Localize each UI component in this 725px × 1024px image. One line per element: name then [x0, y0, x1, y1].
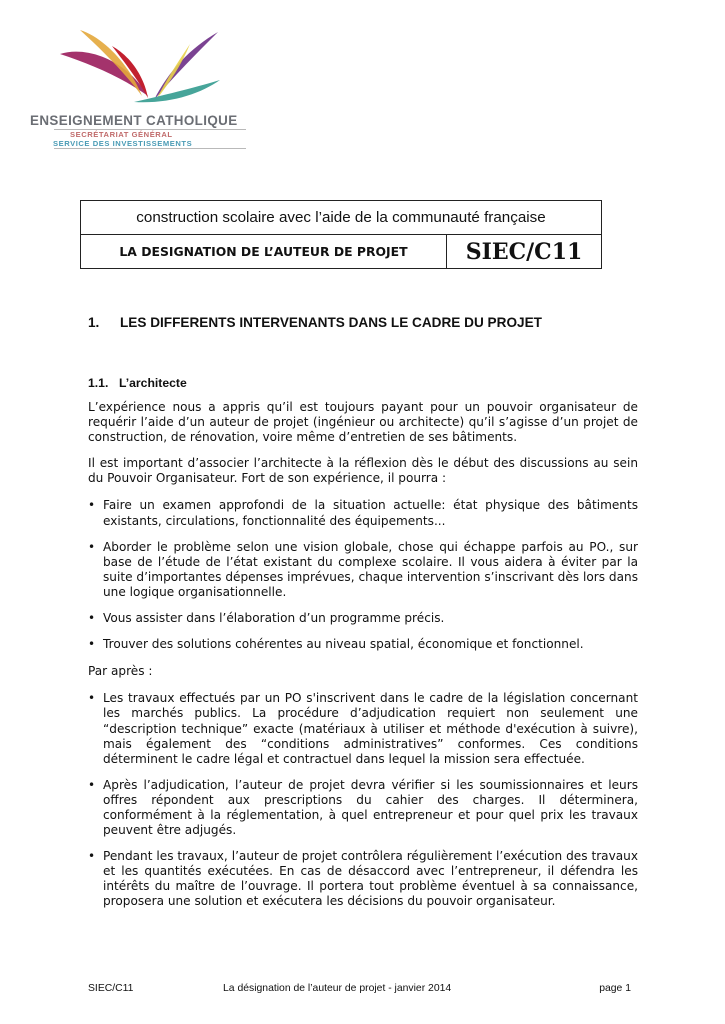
subsection-title: L’architecte	[119, 376, 187, 390]
bullet-icon: •	[88, 691, 96, 706]
bullet-icon: •	[88, 611, 96, 626]
organization-name: ENSEIGNEMENT CATHOLIQUE	[30, 113, 238, 128]
logo-divider-bottom	[54, 148, 246, 149]
project-phases-list	[88, 691, 638, 909]
document-title: LA DESIGNATION DE L’AUTEUR DE PROJET	[81, 234, 447, 269]
subsection-number: 1.1.	[88, 376, 109, 390]
list-item: • Faire un examen approfondi de la situation actuelle: état physique des bâtiments existants, circulations, fonctionnalité des équipements...	[88, 498, 638, 528]
brushstroke-emblem-icon	[50, 24, 230, 110]
document-code: SIEC/C11	[465, 238, 583, 265]
bullet-icon: •	[88, 637, 96, 652]
document-context: construction scolaire avec l’aide de la communauté française	[81, 201, 601, 235]
list-item: • Aborder le problème selon une vision globale, chose qui échappe parfois au PO., sur base de l’étude de l’état existant du complexe scolaire. Il vous aidera à éviter par la suite d’importantes dépenses imprévues, chaque intervention s’inscrivant dès lors dans une logique organisationnelle.	[88, 539, 638, 599]
organization-logo	[26, 24, 246, 154]
list-item: • Après l’adjudication, l’auteur de projet devra vérifier si les soumissionnaires et leurs offres répondent aux prescriptions du cahier des charges. Il déterminera, conformément à la réglementation, à quel entrepreneur et pour quel prix les travaux peuvent être adjugés.	[88, 777, 638, 838]
paragraph-involvement: Il est important d’associer l’architecte à la réflexion dès le début des discussions au sein du Pouvoir Organisateur. Fort de son expérience, il pourra :	[88, 456, 638, 486]
bullet-icon: •	[88, 498, 96, 513]
paragraph-afterwards: Par après :	[88, 664, 153, 679]
list-item: • Les travaux effectués par un PO s'inscrivent dans le cadre de la législation concernant les marchés publics. La procédure d’adjudication requiert non seulement une “description technique” exacte (matériaux à utiliser et méthode d'exécution à suivre), mais également des “conditions administratives” conformes. Ces conditions déterminent le cadre légal et contractuel dans lequel la mission sera effectuée.	[88, 691, 638, 766]
organization-subtitle-service: SERVICE DES INVESTISSEMENTS	[53, 138, 193, 148]
document-title-box	[80, 200, 602, 269]
document-body	[88, 400, 638, 922]
organization-subtitle-secretariat: SECRÉTARIAT GÉNÉRAL	[70, 130, 173, 139]
section-number: 1.	[88, 315, 100, 330]
bullet-icon: •	[88, 539, 96, 554]
bullet-icon: •	[88, 777, 96, 792]
list-item: • Vous assister dans l’élaboration d’un programme précis.	[88, 611, 445, 626]
architect-tasks-list	[88, 498, 638, 652]
bullet-icon: •	[88, 849, 96, 864]
section-title: LES DIFFERENTS INTERVENANTS DANS LE CADRE DU PROJET	[120, 315, 542, 330]
page-footer	[88, 983, 631, 997]
page-number: page 1	[599, 983, 631, 994]
list-item: • Pendant les travaux, l’auteur de projet contrôlera régulièrement l’exécution des travaux et les quantités exécutées. En cas de désaccord avec l’entrepreneur, il défendra les intérêts du maître de l’ouvrage. Il portera tout problème éventuel à sa connaissance, proposera une solution et exécutera les décisions du pouvoir organisateur.	[88, 849, 638, 909]
paragraph-intro: L’expérience nous a appris qu’il est toujours payant pour un pouvoir organisateur de requérir l’aide d’un auteur de projet (ingénieur ou architecte) qu’il s’agisse d’un projet de construction, de rénovation, voire même d’entretien de ses bâtiments.	[88, 400, 638, 445]
section-heading	[88, 315, 648, 330]
subsection-heading	[88, 376, 187, 390]
list-item: • Trouver des solutions cohérentes au niveau spatial, économique et fonctionnel.	[88, 637, 584, 652]
footer-title: La désignation de l’auteur de projet - janvier 2014	[223, 983, 452, 994]
footer-code: SIEC/C11	[88, 983, 134, 994]
